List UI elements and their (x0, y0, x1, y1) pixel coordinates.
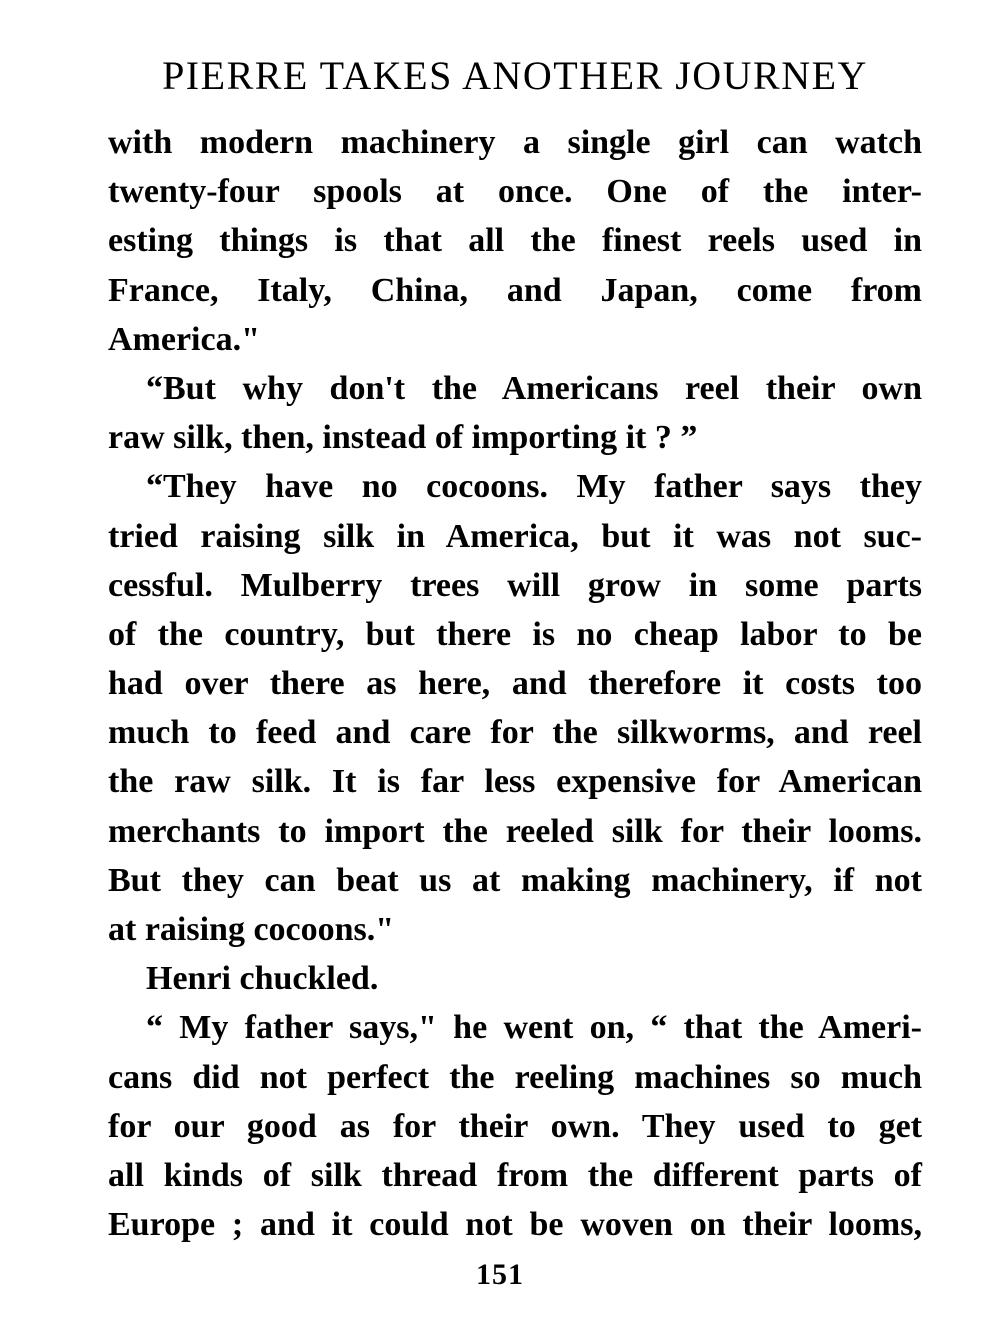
text-line: at raising cocoons." (108, 911, 395, 948)
text-line: “They have no cocoons. My father says they (146, 468, 922, 506)
text-line: had over there as here, and therefore it costs too (108, 665, 922, 703)
text-line: cessful. Mulberry trees will grow in some parts (108, 566, 922, 604)
text-line: esting things is that all the finest reels used in (108, 222, 922, 260)
text-line: cans did not perfect the reeling machines so much (108, 1058, 922, 1096)
page-number: 151 (476, 1258, 524, 1291)
text-line: much to feed and care for the silkworms, and reel (108, 714, 922, 752)
text-line: merchants to import the reeled silk for their looms. (108, 812, 922, 850)
text-line: raw silk, then, instead of importing it ? ” (108, 419, 698, 457)
text-line: all kinds of silk thread from the different parts of (108, 1156, 922, 1194)
text-line: “But why don't the Americans reel their own (146, 369, 922, 407)
text-line: America." (108, 320, 260, 358)
text-line: with modern machinery a single girl can watch (108, 124, 922, 161)
text-line: twenty-four spools at once. One of the inter- (108, 173, 922, 211)
running-head: PIERRE TAKES ANOTHER JOURNEY (162, 53, 868, 98)
text-line: “ My father says," he went on, “ that the Ameri- (146, 1009, 922, 1047)
text-line: of the country, but there is no cheap labor to be (108, 615, 922, 653)
text-line: France, Italy, China, and Japan, come from (108, 271, 922, 309)
text-line: the raw silk. It is far less expensive for American (108, 763, 922, 801)
text-line: Europe ; and it could not be woven on their looms, (108, 1206, 922, 1244)
body-text (108, 118, 922, 1249)
text-line: tried raising silk in America, but it was not suc- (108, 517, 922, 555)
text-line: Henri chuckled. (146, 960, 379, 998)
text-line: for our good as for their own. They used to get (108, 1107, 922, 1145)
text-line: But they can beat us at making machinery, if not (108, 861, 922, 899)
